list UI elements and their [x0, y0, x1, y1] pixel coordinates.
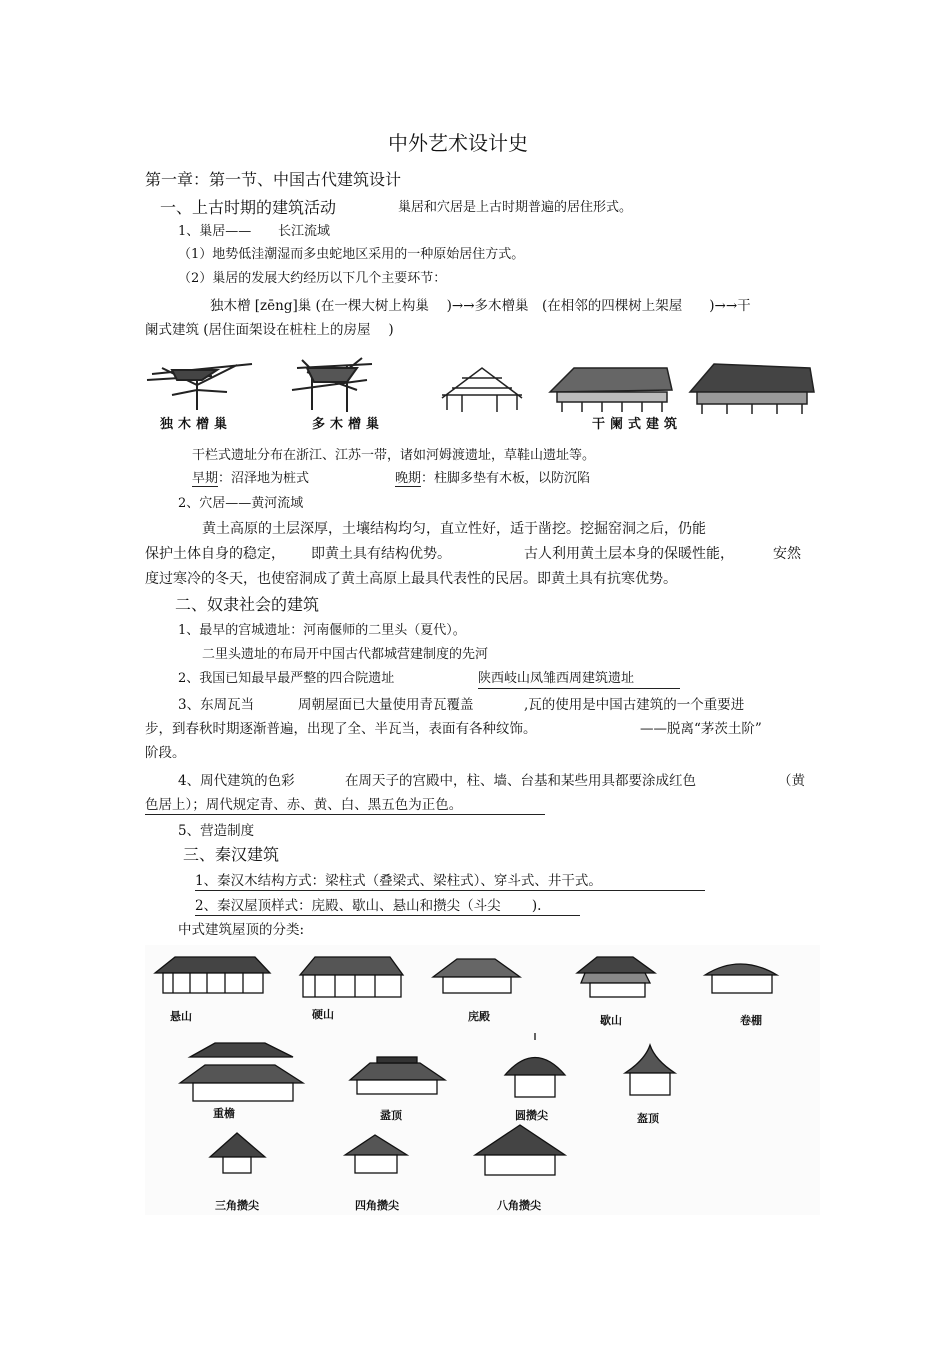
nest-point-2: （2）巢居的发展大约经历以下几个主要环节： [178, 271, 447, 286]
sec2-item-2b: 陕西岐山凤雏西周建筑遗址 [478, 670, 680, 689]
early-period [192, 470, 309, 488]
roof-label-sijiao: 四角攒尖 [355, 1199, 399, 1212]
cave-line-3: 度过寒冷的冬天，也使窑洞成了黄土高原上最具代表性的民居。即黄土具有抗寒优势。 [145, 571, 677, 587]
cave-dwelling-head: 2、穴居——黄河流域 [178, 496, 304, 511]
section-1-note: 巢居和穴居是上古时期普遍的居住形式。 [398, 200, 633, 215]
sec2-item-5: 5、营造制度 [178, 823, 255, 839]
roof-label-yuancuanjian: 圆攒尖 [515, 1109, 548, 1122]
roof-label-kuiding: 盔顶 [637, 1112, 659, 1125]
roof-label-xuanshan: 悬山 [170, 1010, 192, 1023]
cave-line-2b: 即黄土具有结构优势。 [311, 546, 451, 562]
cave-line-2a: 保护土体自身的稳定， [145, 546, 285, 562]
sec2-item-4b: 在周天子的宫殿中，柱、墙、台基和某些用具都要涂成红色 [345, 773, 696, 789]
stilt-house-drawing-2 [690, 364, 814, 414]
cave-line-2c: 古人利用黄土层本身的保暖性能， [524, 546, 734, 562]
chapter-heading: 第一章：第一节、中国古代建筑设计 [145, 170, 402, 189]
page-title: 中外艺术设计史 [388, 131, 528, 155]
roof-yingshan-drawing [300, 957, 403, 997]
late-label: 晚期 [395, 471, 422, 486]
late-text: ：柱脚多垫有木板，以防沉陷 [421, 471, 591, 486]
stilt-sites-text: 干栏式遗址分布在浙江、江苏一带，诸如河姆渡遗址，草鞋山遗址等。 [192, 448, 596, 463]
sec2-item-1-sub: 二里头遗址的布局开中国古代都城营建制度的先河 [202, 647, 489, 662]
sec2-item-4a: 4、周代建筑的色彩 [178, 773, 295, 789]
nest-evolution-figure [142, 350, 822, 432]
roof-label-yingshan: 硬山 [312, 1008, 334, 1021]
early-text: ：沼泽地为桩式 [218, 471, 310, 486]
section-3-heading: 三、秦汉建筑 [183, 845, 280, 864]
roof-label-sanjiao: 三角攒尖 [215, 1199, 259, 1212]
roof-classification-title: 中式建筑屋顶的分类: [178, 922, 305, 938]
sec2-item-3-line2b: ——脱离“茅茨土阶” [640, 721, 762, 737]
sec2-item-3-line3: 阶段。 [145, 745, 186, 761]
fig1-label-stilt: 干阑式建筑 [592, 417, 683, 432]
late-period [395, 470, 590, 488]
sec3-item-2: 2、秦汉屋顶样式：庑殿、歇山、悬山和攒尖（斗尖 ). [195, 897, 580, 916]
roof-label-wudian: 庑殿 [468, 1010, 490, 1023]
fig1-label-multi-tree: 多木橧巢 [312, 417, 385, 432]
sec2-item-3c: ,瓦的使用是中国古建筑的一个重要进 [524, 697, 745, 713]
sec2-item-3-line2a: 步，到春秋时期逐渐普遍，出现了全、半瓦当，表面有各种纹饰。 [145, 721, 537, 737]
sec2-item-4c: （黄 [778, 773, 805, 789]
sec2-item-3a: 3、东周瓦当 [178, 697, 255, 713]
nest-dwelling-head: 1、巢居—— [178, 224, 252, 239]
sec3-item-1: 1、秦汉木结构方式：梁柱式（叠梁式、梁柱式）、穿斗式、井干式。 [195, 872, 705, 891]
evolution-line-2: 阑式建筑 (居住面架设在桩柱上的房屋 ) [145, 322, 394, 338]
fig1-label-single-tree: 独木橧巢 [160, 417, 233, 432]
sec2-item-4-line2: 色居上）；周代规定青、赤、黄、白、黑五色为正色。 [145, 796, 545, 815]
multi-tree-nest-drawing [292, 358, 372, 412]
roof-label-juanpeng: 卷棚 [740, 1014, 762, 1027]
roof-xuanshan-drawing [155, 957, 270, 993]
stilt-house-drawing [550, 368, 672, 412]
nest-point-1: （1）地势低洼潮湿而多虫蛇地区采用的一种原始居住方式。 [178, 247, 525, 262]
frame-structure-drawing [442, 368, 522, 412]
roof-label-luding: 盝顶 [380, 1109, 402, 1122]
roof-label-xieshan: 歇山 [600, 1014, 622, 1027]
cave-line-2d: 安然 [773, 546, 801, 562]
early-label: 早期 [192, 471, 219, 486]
sec2-item-1: 1、最早的宫城遗址：河南偃师的二里头（夏代）。 [178, 623, 466, 638]
roof-label-chongyan: 重檐 [213, 1107, 235, 1120]
section-2-heading: 二、奴隶社会的建筑 [175, 595, 320, 614]
sec2-item-2a: 2、我国已知最早最严整的四合院遗址 [178, 671, 395, 686]
section-1-heading: 一、上古时期的建筑活动 [160, 198, 337, 217]
evolution-line-1: 独木橧 [zēng]巢 (在一棵大树上构巢 )→→多木橧巢 (在相邻的四棵树上架屋 )→→干 [210, 298, 751, 314]
roof-types-figure [145, 945, 820, 1215]
roof-label-bajiao: 八角攒尖 [497, 1199, 541, 1212]
nest-dwelling-region: 长江流域 [278, 224, 331, 239]
cave-line-1: 黄土高原的土层深厚，土壤结构均匀，直立性好，适于凿挖。挖掘窑洞之后，仍能 [202, 521, 706, 537]
single-tree-nest-drawing [147, 364, 252, 410]
sec2-item-3b: 周朝屋面已大量使用青瓦覆盖 [298, 697, 474, 713]
